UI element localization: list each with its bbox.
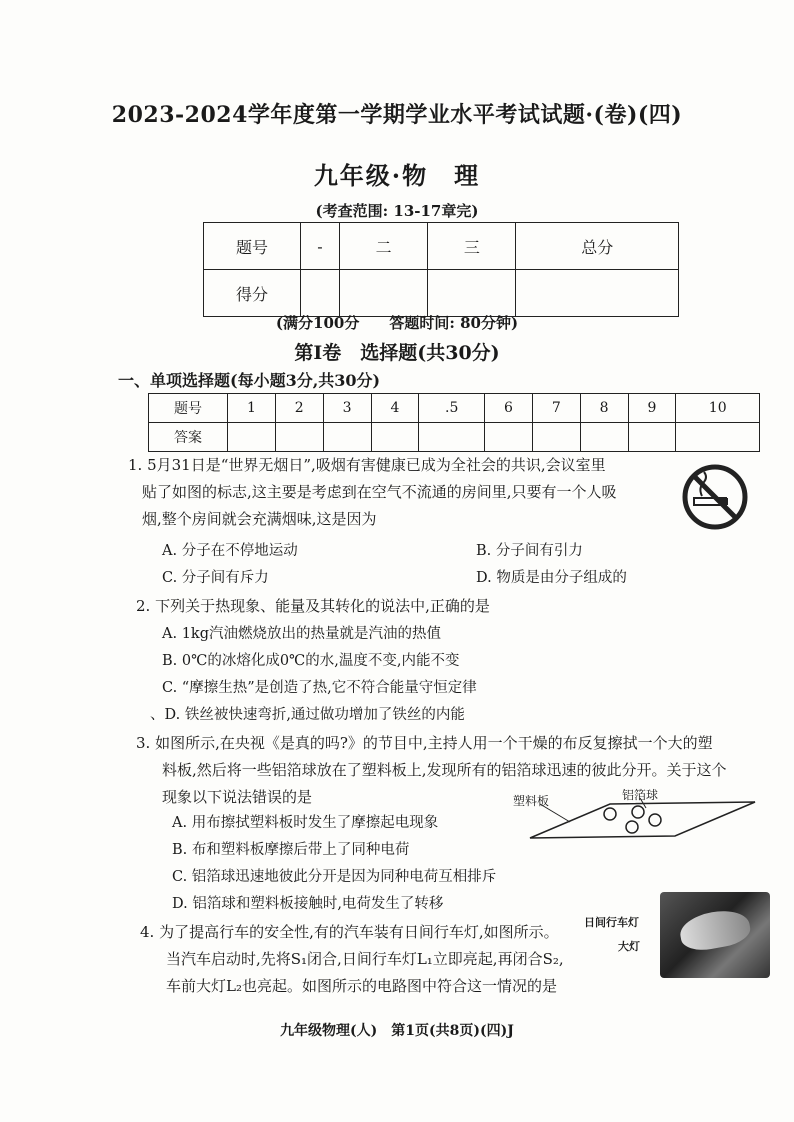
q3-option-c: C. 铝箔球迅速地彼此分开是因为同种电荷互相排斥	[172, 869, 497, 885]
no-smoking-icon	[680, 462, 750, 532]
q2-option-c: C. “摩擦生热”是创造了热,它不符合能量守恒定律	[162, 680, 477, 696]
question-3-line-1: 3. 如图所示,在央视《是真的吗?》的节目中,主持人用一个干燥的布反复擦拭一个大的塑	[136, 734, 713, 752]
answer-num: 4	[371, 394, 419, 423]
question-4	[140, 919, 600, 1000]
q2-option-b: B. 0℃的冰熔化成0℃的水,温度不变,内能不变	[162, 653, 460, 669]
question-1-line-1: 1. 5月31日是“世界无烟日”,吸烟有害健康已成为全社会的共识,会议室里	[128, 456, 606, 474]
answer-num: 9	[628, 394, 676, 423]
fig-label-foil-ball: 铝箔球	[622, 788, 659, 802]
question-3-line-3: 现象以下说法错误的是	[162, 788, 313, 806]
question-1	[128, 452, 668, 533]
question-4-line-2: 当汽车启动时,先将S₁闭合,日间行车灯L₁立即亮起,再闭合S₂,	[166, 950, 564, 968]
answer-cell[interactable]	[676, 423, 760, 452]
q3-option-d: D. 铝箔球和塑料板接触时,电荷发生了转移	[172, 896, 444, 912]
fig-label-plastic-plate: 塑料板	[513, 794, 550, 808]
answer-num: 6	[485, 394, 533, 423]
answer-cell[interactable]	[532, 423, 580, 452]
fig-label-big-light: 大灯	[618, 940, 640, 953]
score-col-1: -	[301, 223, 340, 270]
exam-meta: (满分100分 答题时间: 80分钟)	[275, 314, 519, 332]
section-title: 一、单项选择题(每小题3分,共30分)	[118, 371, 381, 390]
answer-cell[interactable]	[485, 423, 533, 452]
answer-table	[148, 393, 760, 452]
answer-num: 1	[228, 394, 276, 423]
answer-cell[interactable]	[228, 423, 276, 452]
question-2-stem: 2. 下列关于热现象、能量及其转化的说法中,正确的是	[136, 597, 490, 615]
answer-num: 10	[676, 394, 760, 423]
q1-option-b: B. 分子间有引力	[476, 543, 583, 559]
score-cell[interactable]	[340, 270, 428, 317]
score-table-score-row	[204, 270, 679, 317]
score-cell[interactable]	[301, 270, 340, 317]
score-table-label: 题号	[204, 223, 301, 270]
answer-num: 8	[580, 394, 628, 423]
q3-option-b: B. 布和塑料板摩擦后带上了同种电荷	[172, 842, 410, 858]
question-4-line-1: 4. 为了提高行车的安全性,有的汽车装有日间行车灯,如图所示。	[140, 923, 559, 941]
foil-ball	[632, 806, 644, 818]
score-cell[interactable]	[428, 270, 516, 317]
exam-scope: (考查范围: 13-17章完)	[315, 202, 479, 220]
answer-cell[interactable]	[371, 423, 419, 452]
score-col-2: 二	[340, 223, 428, 270]
q1-option-d: D. 物质是由分子组成的	[476, 570, 627, 586]
answer-cell[interactable]	[628, 423, 676, 452]
score-col-3: 三	[428, 223, 516, 270]
q1-option-a: A. 分子在不停地运动	[162, 543, 298, 559]
answer-cell[interactable]	[580, 423, 628, 452]
page-footer: 九年级物理(人) 第1页(共8页)(四)J	[280, 1023, 514, 1039]
foil-ball	[626, 821, 638, 833]
answer-row-label: 答案	[149, 423, 228, 452]
answer-table-answer-row	[149, 423, 760, 452]
answer-cell[interactable]	[275, 423, 323, 452]
score-table	[203, 222, 679, 317]
question-3-line-2: 料板,然后将一些铝箔球放在了塑料板上,发现所有的铝箔球迅速的彼此分开。关于这个	[162, 761, 727, 779]
score-table-header-row	[204, 223, 679, 270]
headlight-photo	[660, 892, 770, 978]
subject-title: 九年级·物 理	[313, 161, 481, 190]
score-col-total: 总分	[516, 223, 679, 270]
answer-num: 2	[275, 394, 323, 423]
fig-label-day-light: 日间行车灯	[584, 916, 639, 929]
q1-option-c: C. 分子间有斥力	[162, 570, 269, 586]
headlight-lamp	[677, 906, 752, 954]
answer-num: 3	[323, 394, 371, 423]
score-cell[interactable]	[516, 270, 679, 317]
answer-table-header-row	[149, 394, 760, 423]
q2-option-a: A. 1kg汽油燃烧放出的热量就是汽油的热值	[162, 626, 441, 642]
q2-option-d: 、D. 铁丝被快速弯折,通过做功增加了铁丝的内能	[150, 707, 465, 723]
q3-option-a: A. 用布擦拭塑料板时发生了摩擦起电现象	[172, 815, 439, 831]
score-row-label: 得分	[204, 270, 301, 317]
exam-title: 2023-2024学年度第一学期学业水平考试试题·(卷)(四)	[111, 102, 683, 128]
foil-ball	[604, 808, 616, 820]
answer-num: 7	[532, 394, 580, 423]
question-1-line-3: 烟,整个房间就会充满烟味,这是因为	[142, 510, 377, 528]
question-4-line-3: 车前大灯L₂也亮起。如图所示的电路图中符合这一情况的是	[166, 977, 557, 995]
answer-cell[interactable]	[323, 423, 371, 452]
part-title: 第Ⅰ卷 选择题(共30分)	[294, 342, 500, 364]
answer-table-label: 题号	[149, 394, 228, 423]
answer-num: .5	[419, 394, 485, 423]
foil-ball	[649, 814, 661, 826]
question-1-line-2: 贴了如图的标志,这主要是考虑到在空气不流通的房间里,只要有一个人吸	[142, 483, 617, 501]
answer-cell[interactable]	[419, 423, 485, 452]
